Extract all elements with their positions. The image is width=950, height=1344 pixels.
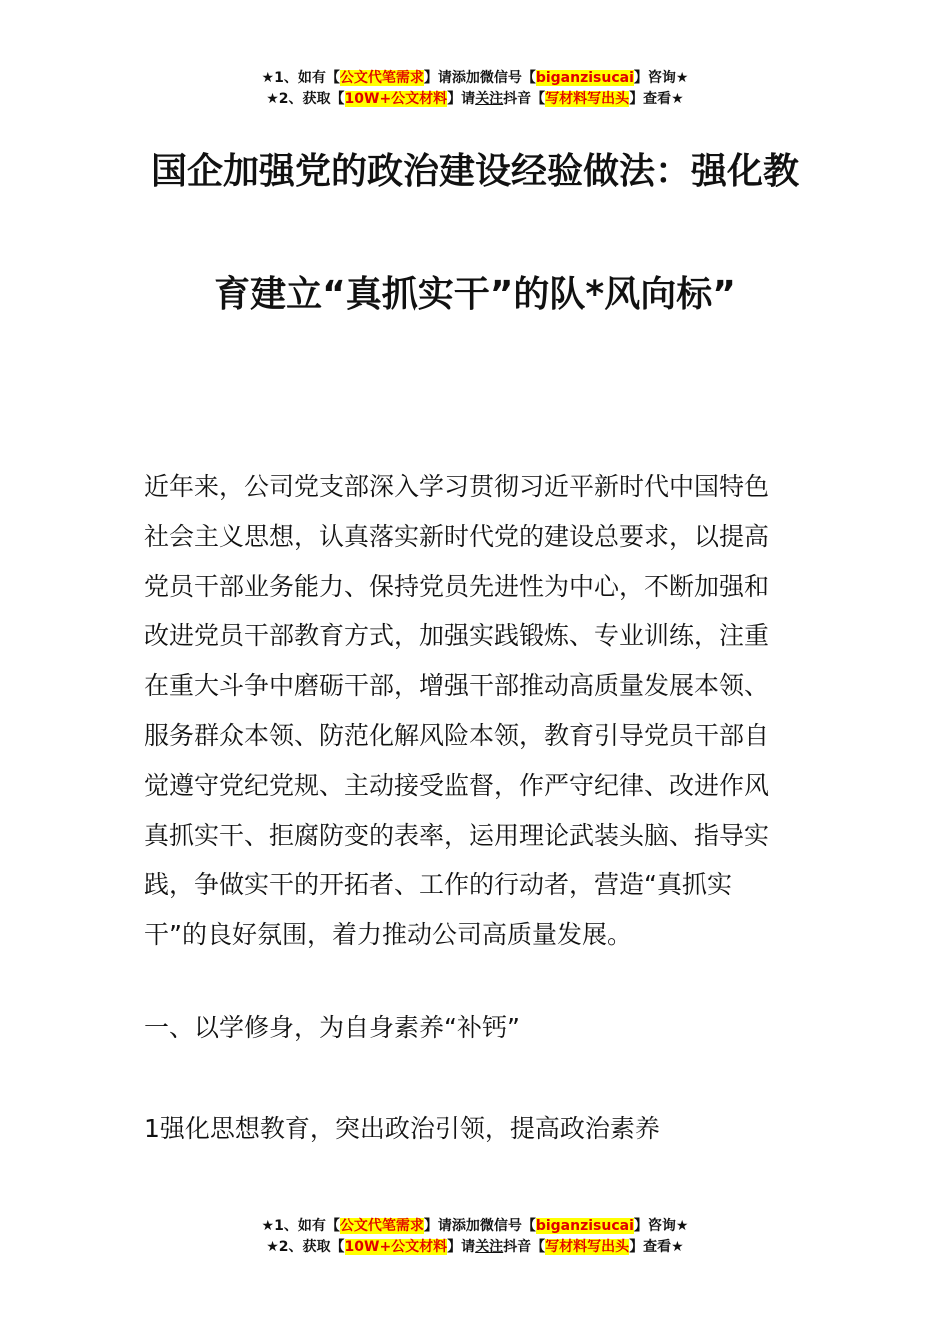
banner-text: 微信号【 <box>479 70 536 86</box>
document-title-line-1: 国企加强党的政治建设经验做法：强化教 <box>150 151 799 192</box>
banner-douyin-id: 写材料写出头 <box>545 91 630 107</box>
banner-text: 关注 <box>475 1239 504 1255</box>
body-line: 党员干部业务能力、保持党员先进性为中心，不断加强和 <box>144 571 770 601</box>
banner-highlight: 10W+公文材料 <box>344 91 448 107</box>
banner-text: 】查看★ <box>629 91 684 107</box>
banner-line-1 <box>0 1216 950 1237</box>
body-line: 在重大斗争中磨砺干部，增强干部推动高质量发展本领、 <box>144 671 770 701</box>
footer-banner <box>0 1216 950 1258</box>
banner-text: 】请添 <box>423 1218 466 1234</box>
banner-text: 】咨询★ <box>633 1218 689 1234</box>
banner-text: ★1、如有【 <box>261 1218 340 1234</box>
banner-text: 微信号【 <box>479 1218 536 1234</box>
banner-text: 加 <box>465 1218 480 1234</box>
banner-wechat-id: biganzisucai <box>535 70 634 86</box>
banner-text: 】咨询★ <box>633 70 689 86</box>
document-title-line-2: 育建立“真抓实干”的队*风向标” <box>214 274 736 315</box>
banner-text: 】请 <box>447 91 476 107</box>
body-line: 近年来，公司党支部深入学习贯彻习近平新时代中国特色 <box>144 472 770 501</box>
banner-line-2 <box>0 89 950 110</box>
banner-text: 】请 <box>447 1239 476 1255</box>
body-line: 服务群众本领、防范化解风险本领，教育引导党员干部自 <box>144 720 770 750</box>
banner-text: 抖音【 <box>503 1239 546 1255</box>
header-banner <box>0 68 950 110</box>
banner-text: ★1、如有【 <box>261 70 340 86</box>
subsection-heading: 1强化思想教育，突出政治引领，提高政治素养 <box>144 1114 660 1143</box>
banner-douyin-id: 写材料写出头 <box>545 1239 630 1255</box>
banner-text: 加 <box>465 70 480 86</box>
banner-highlight: 公文代笔需求 <box>339 70 424 86</box>
body-line: 践，争做实干的开拓者、工作的行动者，营造“真抓实 <box>144 870 732 900</box>
banner-text: 】查看★ <box>629 1239 684 1255</box>
banner-highlight: 公文代笔需求 <box>339 1218 424 1234</box>
banner-text: 】请添 <box>423 70 466 86</box>
body-paragraph <box>144 462 814 960</box>
body-line: 改进党员干部教育方式，加强实践锻炼、专业训练，注重 <box>144 621 770 651</box>
body-line: 社会主义思想，认真落实新时代党的建设总要求，以提高 <box>144 521 770 551</box>
banner-highlight: 10W+公文材料 <box>344 1239 448 1255</box>
banner-text: ★2、获取【 <box>266 1239 345 1255</box>
banner-text: 抖音【 <box>503 91 546 107</box>
body-line: 真抓实干、拒腐防变的表率，运用理论武装头脑、指导实 <box>144 820 770 850</box>
banner-text: 关注 <box>475 91 504 107</box>
banner-line-1 <box>0 68 950 89</box>
banner-line-2 <box>0 1237 950 1258</box>
banner-text: ★2、获取【 <box>266 91 345 107</box>
body-line: 觉遵守党纪党规、主动接受监督，作严守纪律、改进作风 <box>144 770 770 800</box>
body-line: 干”的良好氛围，着力推动公司高质量发展。 <box>144 920 632 950</box>
banner-wechat-id: biganzisucai <box>535 1218 634 1234</box>
section-heading: 一、以学修身，为自身素养“补钙” <box>144 1013 520 1042</box>
